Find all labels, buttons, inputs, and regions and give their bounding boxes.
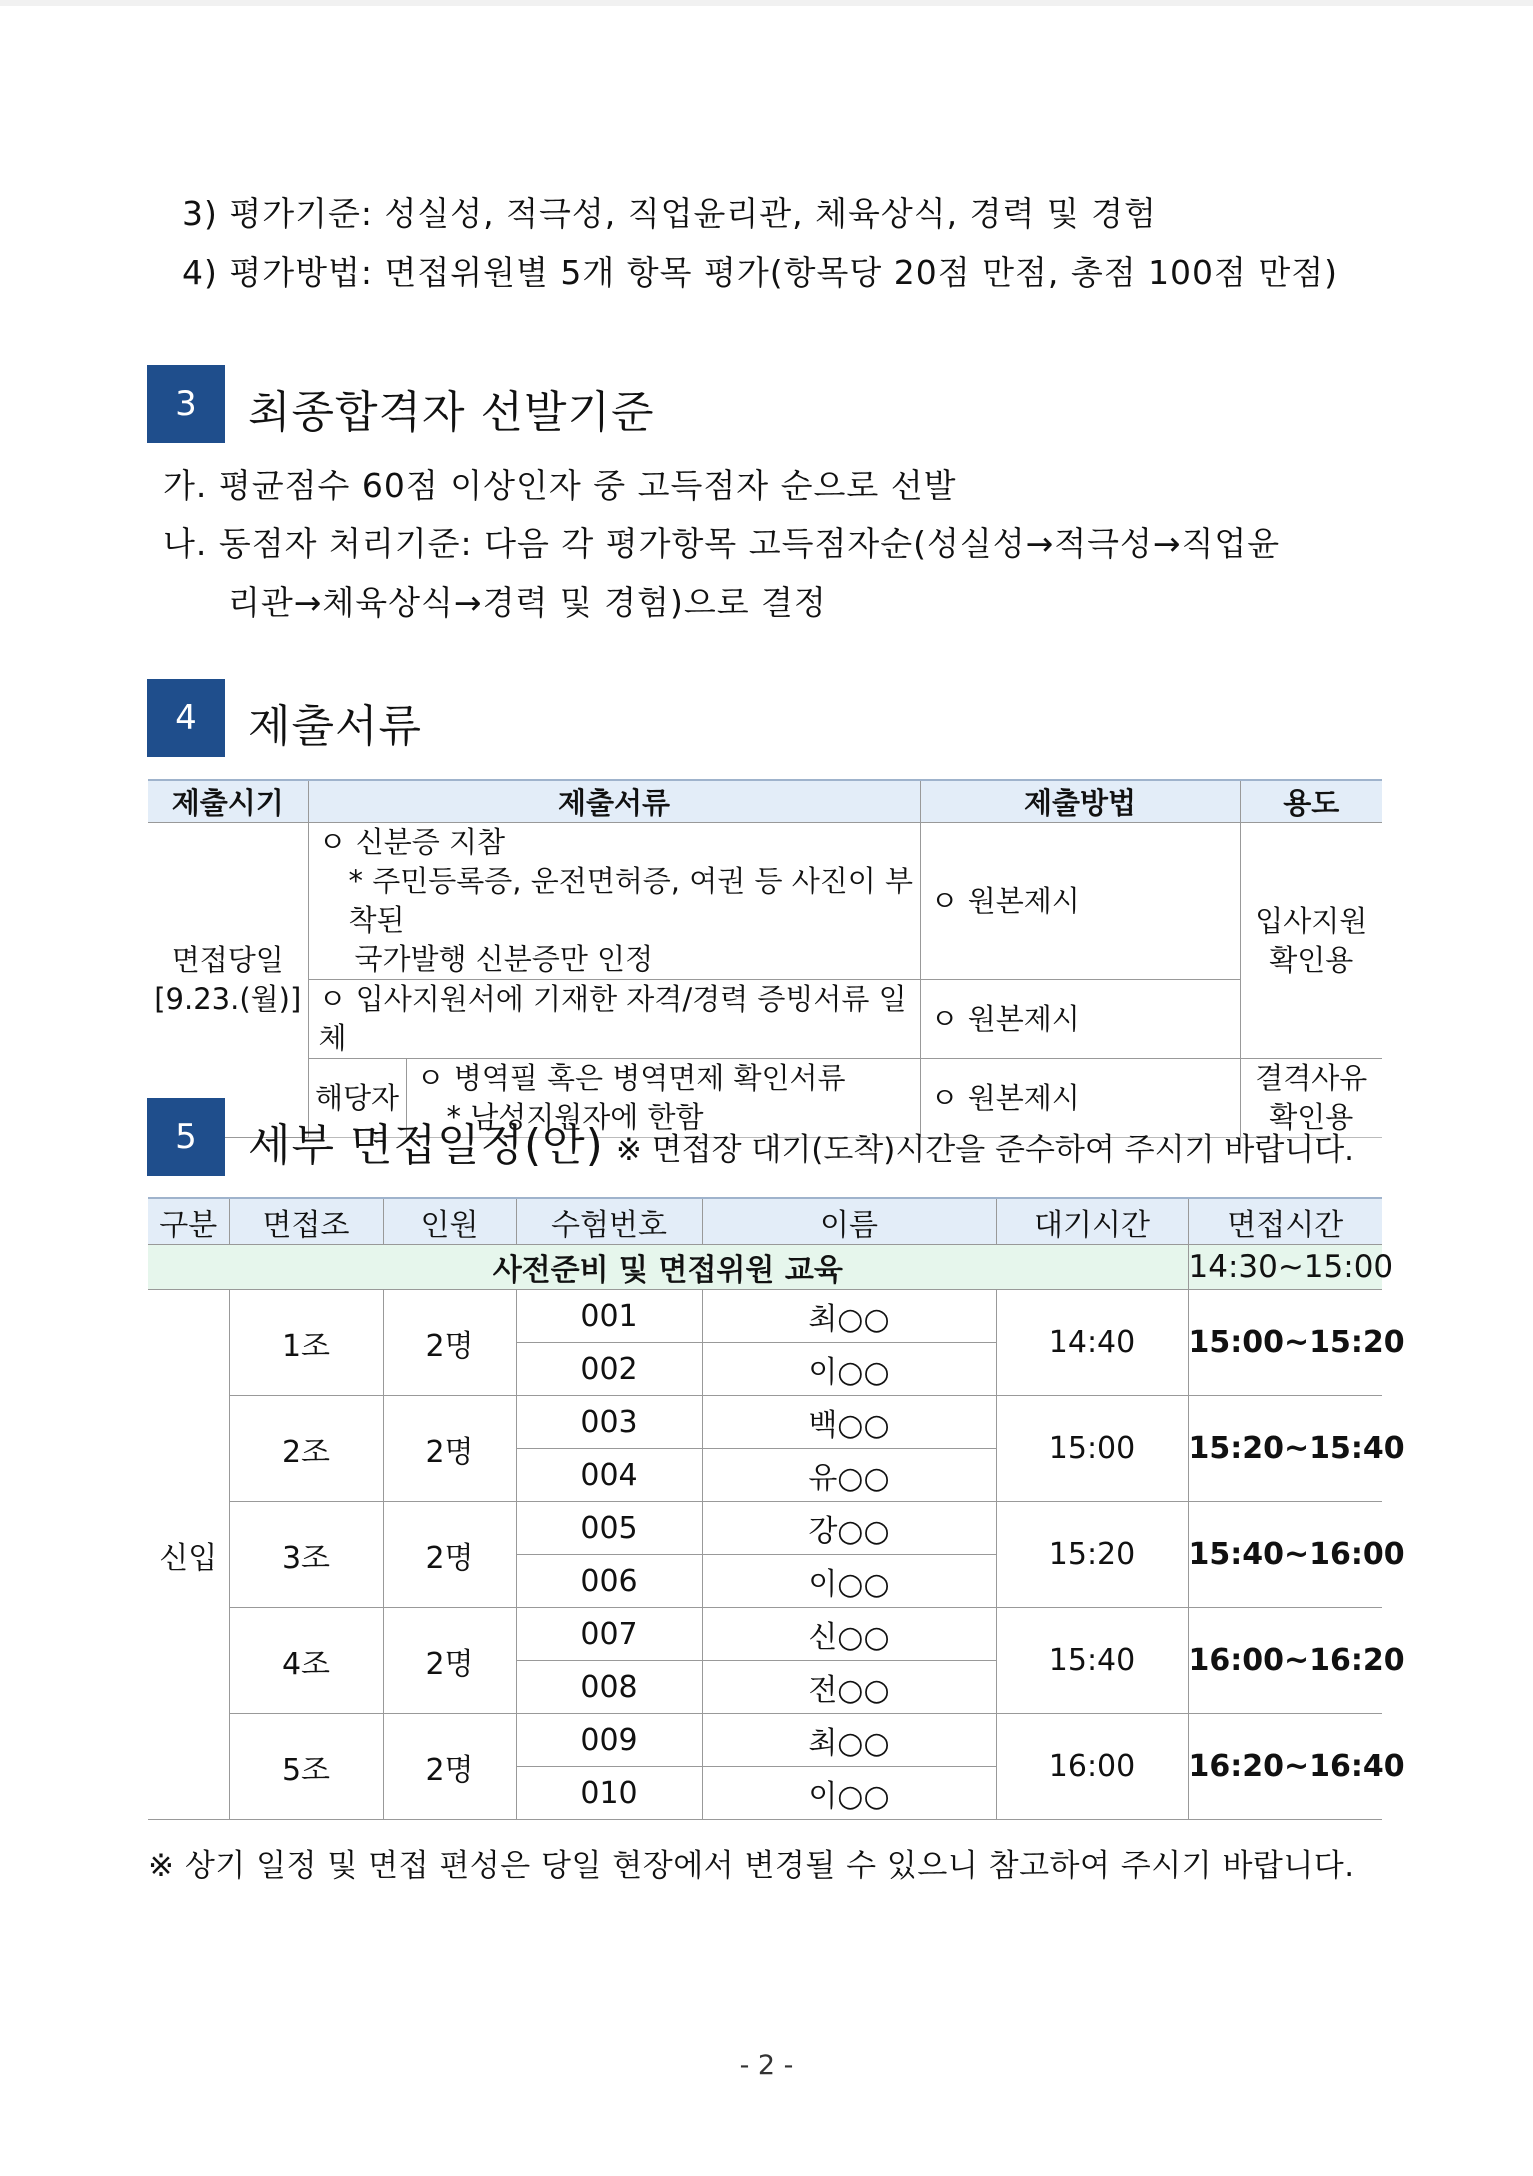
sched-wait: 15:20 bbox=[996, 1502, 1188, 1608]
sched-name: 전○○ bbox=[702, 1661, 996, 1714]
sched-group: 5조 bbox=[229, 1714, 383, 1820]
sched-interview-time: 15:00~15:20 bbox=[1188, 1290, 1382, 1396]
docs-use-1a: 입사지원 bbox=[1255, 903, 1368, 938]
sched-name: 최○○ bbox=[702, 1714, 996, 1767]
criteria-item-3: 3) 평가기준: 성실성, 적극성, 직업윤리관, 체육상식, 경력 및 경험 bbox=[182, 194, 1157, 233]
section-5-note: ※ 면접장 대기(도착)시간을 준수하여 주시기 바랍니다. bbox=[615, 1132, 1355, 1168]
docs-timing-cell bbox=[148, 823, 308, 1138]
documents-table bbox=[148, 779, 1382, 1138]
sched-prep-label: 사전준비 및 면접위원 교육 bbox=[148, 1245, 1188, 1290]
sched-exam-number: 004 bbox=[516, 1449, 702, 1502]
sched-header-number: 수험번호 bbox=[516, 1198, 702, 1245]
sched-interview-time: 16:20~16:40 bbox=[1188, 1714, 1382, 1820]
sched-interview-time: 15:40~16:00 bbox=[1188, 1502, 1382, 1608]
sched-group: 1조 bbox=[229, 1290, 383, 1396]
docs-cert-item: ㅇ 입사지원서에 기재한 자격/경력 증빙서류 일체 bbox=[308, 980, 920, 1059]
table-row bbox=[148, 1396, 1382, 1449]
sched-category: 신입 bbox=[148, 1290, 229, 1820]
sched-exam-number: 005 bbox=[516, 1502, 702, 1555]
section-3-number: 3 bbox=[147, 365, 225, 443]
table-row bbox=[148, 1502, 1382, 1555]
docs-military-item: ㅇ 병역필 혹은 병역면제 확인서류 bbox=[416, 1061, 846, 1095]
sched-count: 2명 bbox=[383, 1502, 516, 1608]
docs-use-1-cell bbox=[1240, 823, 1382, 1059]
docs-header-timing: 제출시기 bbox=[148, 780, 308, 823]
docs-use-1b: 확인용 bbox=[1269, 942, 1354, 977]
section-5-title: 세부 면접일정(안) bbox=[248, 1120, 604, 1171]
sched-header-interview: 면접시간 bbox=[1188, 1198, 1382, 1245]
docs-header-documents: 제출서류 bbox=[308, 780, 920, 823]
docs-method-3: ㅇ 원본제시 bbox=[920, 1059, 1240, 1138]
page-number: - 2 - bbox=[739, 2050, 794, 2081]
sched-count: 2명 bbox=[383, 1714, 516, 1820]
page-top-edge bbox=[0, 0, 1533, 6]
sched-group: 3조 bbox=[229, 1502, 383, 1608]
table-row bbox=[148, 1714, 1382, 1767]
sched-header-count: 인원 bbox=[383, 1198, 516, 1245]
sched-header-group: 면접조 bbox=[229, 1198, 383, 1245]
docs-military-note: * 남성지원자에 한함 bbox=[446, 1100, 704, 1134]
sched-group: 2조 bbox=[229, 1396, 383, 1502]
criteria-item-4: 4) 평가방법: 면접위원별 5개 항목 평가(항목당 20점 만점, 총점 100점 만점) bbox=[182, 253, 1339, 292]
docs-id-cell bbox=[308, 823, 920, 980]
sched-name: 이○○ bbox=[702, 1555, 996, 1608]
docs-id-note-1: * 주민등록증, 운전면허증, 여권 등 사진이 부착된 bbox=[348, 864, 913, 937]
sched-wait: 15:40 bbox=[996, 1608, 1188, 1714]
sched-count: 2명 bbox=[383, 1608, 516, 1714]
schedule-footer-note: ※ 상기 일정 및 면접 편성은 당일 현장에서 변경될 수 있으니 참고하여 주시기 바랍니다. bbox=[148, 1848, 1355, 1884]
section-5-number: 5 bbox=[147, 1098, 225, 1176]
sched-name: 유○○ bbox=[702, 1449, 996, 1502]
sched-header-name: 이름 bbox=[702, 1198, 996, 1245]
docs-use-2a: 결격사유 bbox=[1255, 1061, 1368, 1095]
docs-header-method: 제출방법 bbox=[920, 780, 1240, 823]
sched-name: 신○○ bbox=[702, 1608, 996, 1661]
sched-name: 최○○ bbox=[702, 1290, 996, 1343]
section-3-line-a: 가. 평균점수 60점 이상인자 중 고득점자 순으로 선발 bbox=[163, 466, 957, 505]
interview-schedule-table bbox=[148, 1197, 1405, 1820]
section-5-title-wrap bbox=[248, 1109, 1354, 1173]
sched-wait: 16:00 bbox=[996, 1714, 1188, 1820]
docs-method-1: ㅇ 원본제시 bbox=[920, 823, 1240, 980]
table-row bbox=[148, 1608, 1382, 1661]
sched-name: 이○○ bbox=[702, 1767, 996, 1820]
sched-count: 2명 bbox=[383, 1290, 516, 1396]
sched-name: 이○○ bbox=[702, 1343, 996, 1396]
sched-exam-number: 002 bbox=[516, 1343, 702, 1396]
sched-count: 2명 bbox=[383, 1396, 516, 1502]
sched-group: 4조 bbox=[229, 1608, 383, 1714]
docs-id-note-2: 국가발행 신분증만 인정 bbox=[354, 942, 654, 976]
section-3-title: 최종합격자 선발기준 bbox=[248, 387, 655, 438]
sched-interview-time: 15:20~15:40 bbox=[1188, 1396, 1382, 1502]
sched-exam-number: 009 bbox=[516, 1714, 702, 1767]
docs-timing: 면접당일 bbox=[171, 943, 284, 977]
section-3-line-b1: 나. 동점자 처리기준: 다음 각 평가항목 고득점자순(성실성→적극성→직업윤 bbox=[163, 524, 1281, 563]
docs-header-use: 용도 bbox=[1240, 780, 1382, 823]
sched-header-category: 구분 bbox=[148, 1198, 229, 1245]
docs-applicable: 해당자 bbox=[308, 1059, 406, 1138]
sched-exam-number: 008 bbox=[516, 1661, 702, 1714]
sched-name: 강○○ bbox=[702, 1502, 996, 1555]
sched-interview-time: 16:00~16:20 bbox=[1188, 1608, 1382, 1714]
sched-header-wait: 대기시간 bbox=[996, 1198, 1188, 1245]
section-4-title: 제출서류 bbox=[248, 701, 423, 752]
sched-exam-number: 003 bbox=[516, 1396, 702, 1449]
table-row bbox=[148, 1290, 1382, 1343]
section-4-number: 4 bbox=[147, 679, 225, 757]
sched-prep-time: 14:30~15:00 bbox=[1188, 1245, 1382, 1290]
docs-id-item: ㅇ 신분증 지참 bbox=[318, 825, 506, 859]
sched-exam-number: 010 bbox=[516, 1767, 702, 1820]
sched-exam-number: 006 bbox=[516, 1555, 702, 1608]
sched-wait: 14:40 bbox=[996, 1290, 1188, 1396]
docs-method-2: ㅇ 원본제시 bbox=[920, 980, 1240, 1059]
docs-timing-date: [9.23.(월)] bbox=[154, 982, 302, 1016]
sched-name: 백○○ bbox=[702, 1396, 996, 1449]
sched-exam-number: 007 bbox=[516, 1608, 702, 1661]
docs-use-2b: 확인용 bbox=[1269, 1100, 1354, 1134]
sched-exam-number: 001 bbox=[516, 1290, 702, 1343]
sched-wait: 15:00 bbox=[996, 1396, 1188, 1502]
section-3-line-b2: 리관→체육상식→경력 및 경험)으로 결정 bbox=[228, 583, 827, 622]
